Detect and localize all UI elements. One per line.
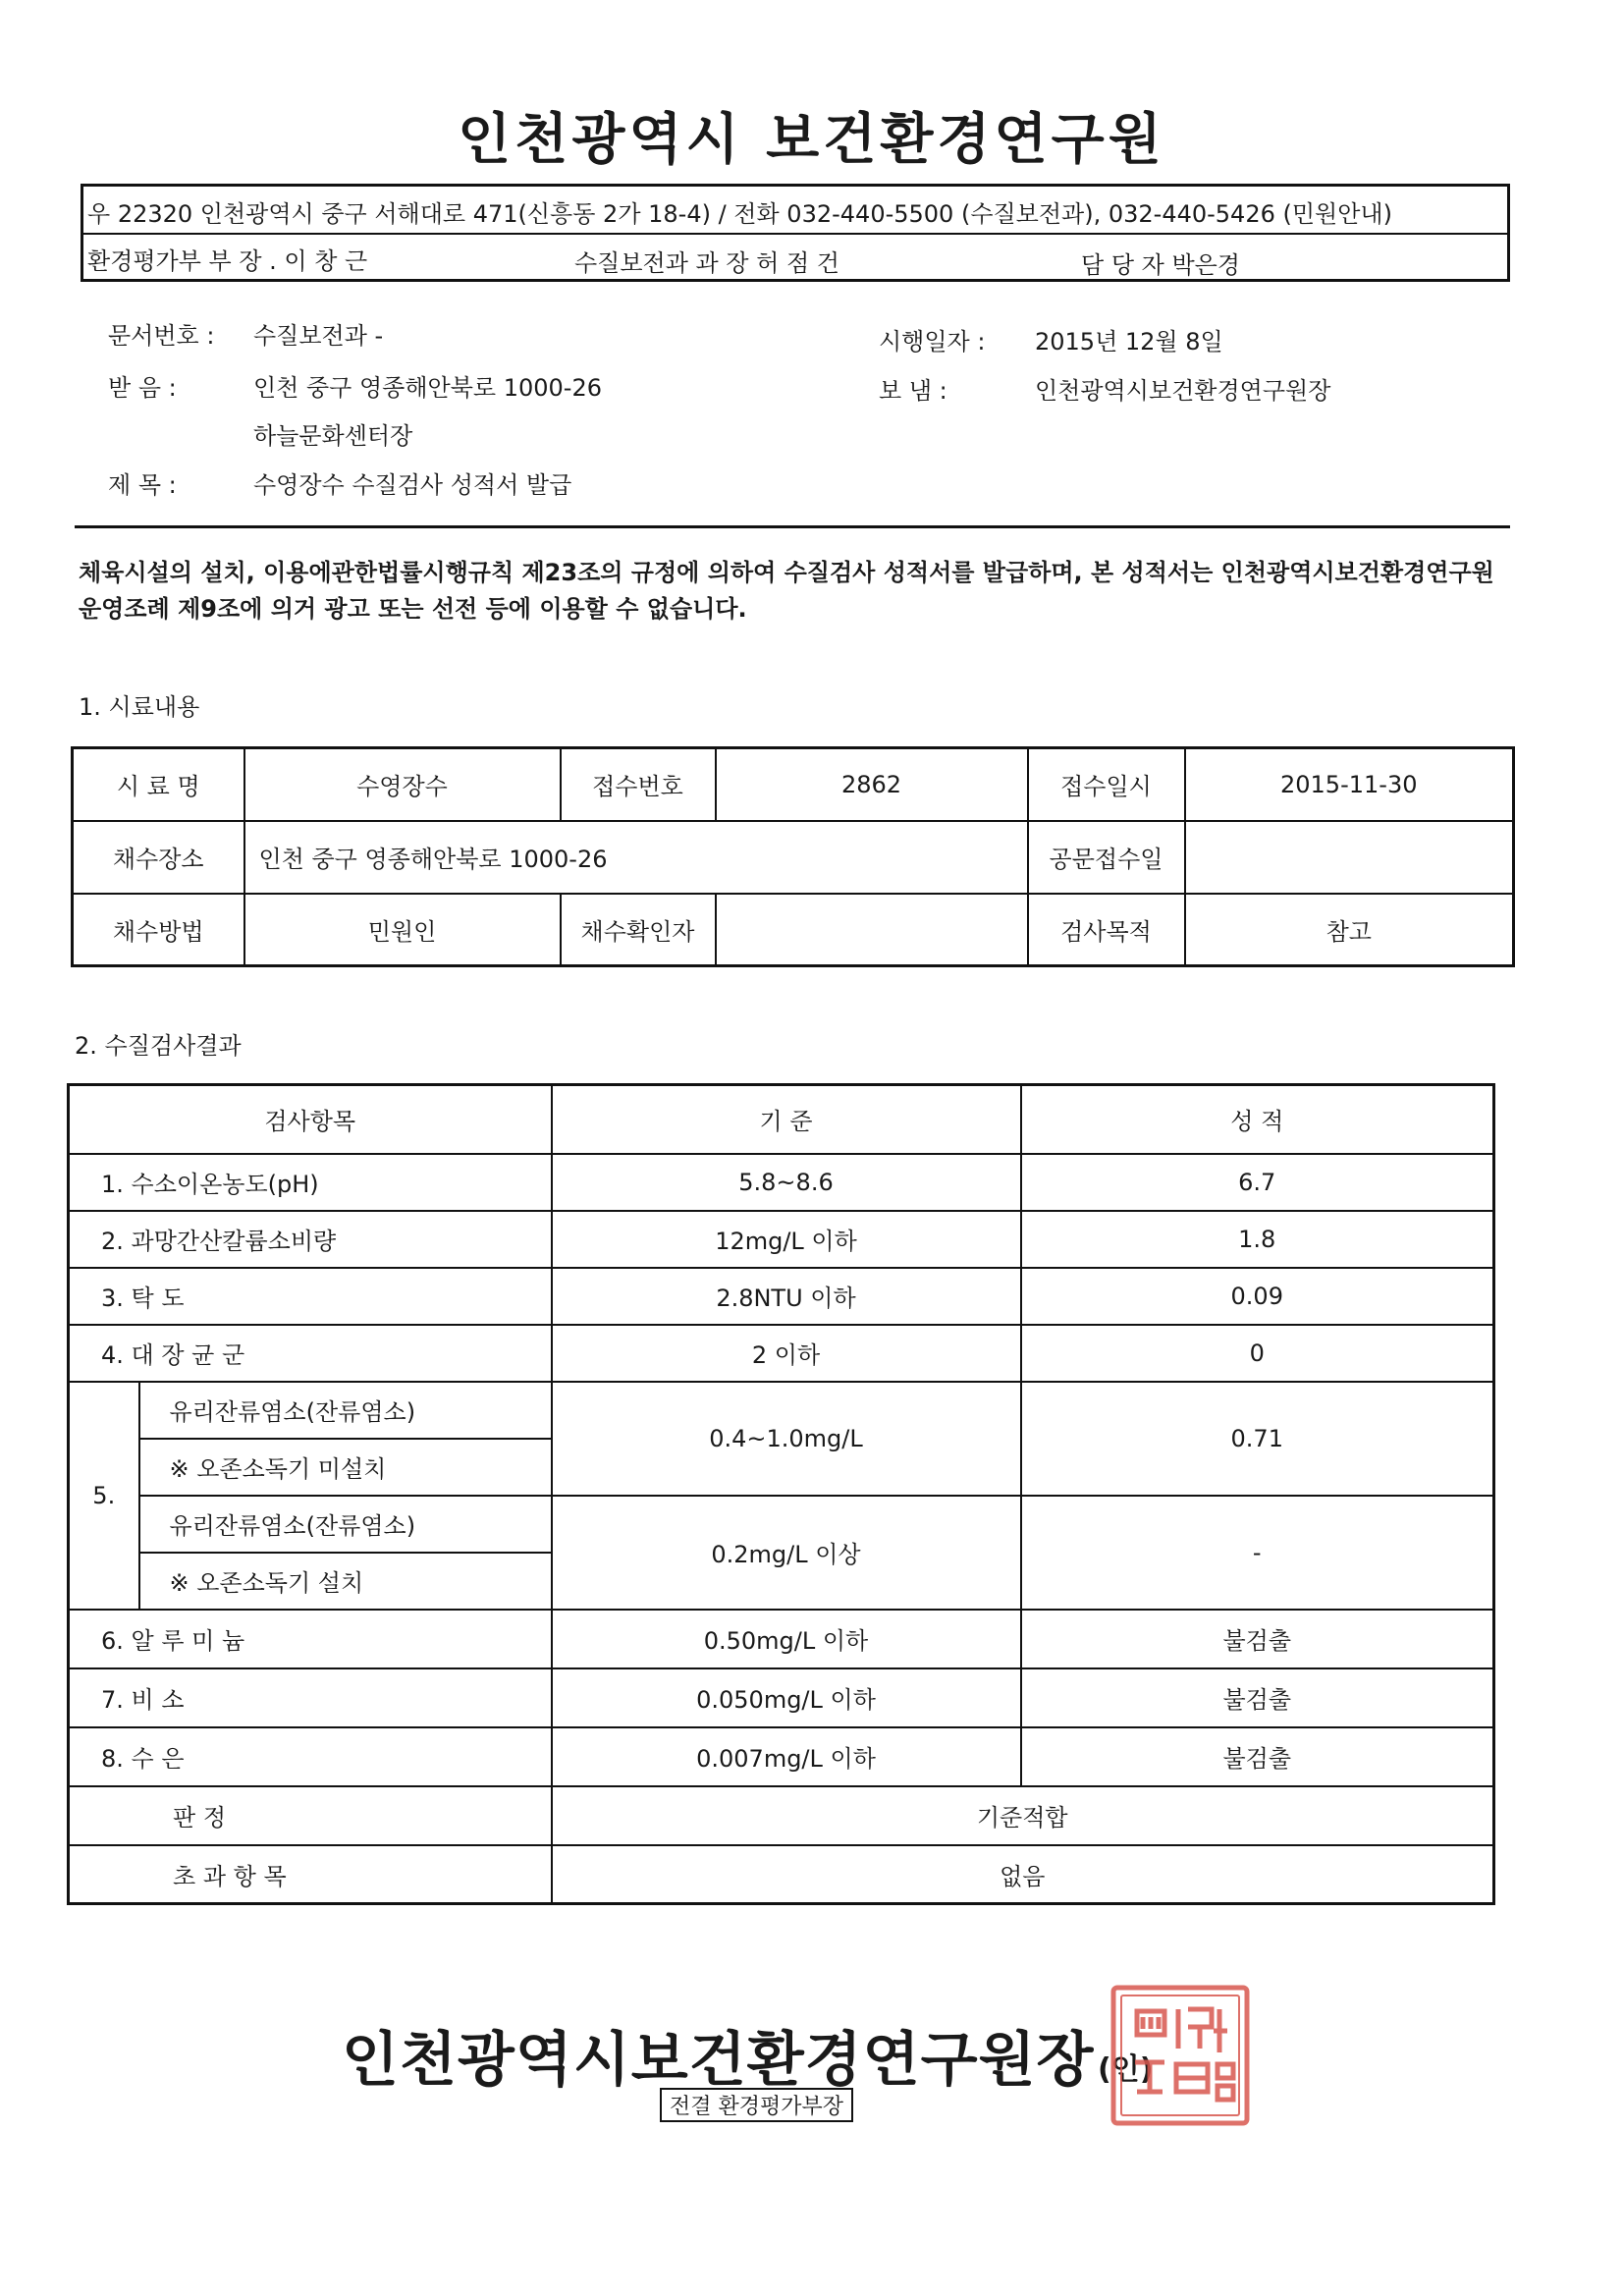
table-row (69, 1668, 1494, 1727)
item-cell: 3. 탁 도 (69, 1268, 552, 1325)
method-label: 채수방법 (73, 894, 244, 966)
result-cell: 불검출 (1021, 1668, 1494, 1727)
receipt-no-label: 접수번호 (561, 748, 716, 821)
site-value: 인천 중구 영종해안북로 1000-26 (244, 821, 1028, 894)
confirmer-label: 채수확인자 (561, 894, 716, 966)
standard-cell: 5.8~8.6 (552, 1154, 1021, 1211)
table-row (69, 1610, 1494, 1668)
result-cell: 1.8 (1021, 1211, 1494, 1268)
row5b-result: - (1021, 1496, 1494, 1610)
row5a-note: ※ 오존소독기 미설치 (139, 1439, 552, 1496)
sender-label: 보 냄 : (879, 377, 947, 405)
item-cell: 4. 대 장 균 군 (69, 1325, 552, 1382)
officer: 담 당 자 박은경 (1081, 251, 1240, 279)
row5a-item: 유리잔류염소(잔류염소) (139, 1382, 552, 1439)
table-row (69, 1268, 1494, 1325)
doc-no-label: 문서번호 : (108, 322, 215, 350)
site-label: 채수장소 (73, 821, 244, 894)
date-value: 2015년 12월 8일 (1035, 328, 1223, 355)
document-title: 인천광역시 보건환경연구원 (458, 108, 1165, 172)
sample-name: 수영장수 (244, 748, 561, 821)
result-cell: 불검출 (1021, 1727, 1494, 1786)
section2-heading: 2. 수질검사결과 (75, 1032, 242, 1060)
col-item-header: 검사항목 (69, 1085, 552, 1154)
table-row (69, 1845, 1494, 1904)
table-row (69, 1786, 1494, 1845)
row5a-standard: 0.4~1.0mg/L (552, 1382, 1021, 1496)
row5b-note: ※ 오존소독기 설치 (139, 1553, 552, 1610)
confirmer-value (716, 894, 1028, 966)
judgement-label: 판 정 (69, 1786, 552, 1845)
item-cell: 7. 비 소 (69, 1668, 552, 1727)
table-row (69, 1382, 1494, 1439)
official-date (1185, 821, 1514, 894)
date-label: 시행일자 : (879, 328, 986, 355)
table-row (69, 1154, 1494, 1211)
row5b-standard: 0.2mg/L 이상 (552, 1496, 1021, 1610)
subject-value: 수영장수 수질검사 성적서 발급 (253, 471, 572, 499)
section1-heading: 1. 시료내용 (79, 693, 200, 721)
table-row (69, 1496, 1494, 1553)
doc-no-value: 수질보전과 - (253, 322, 384, 350)
col-result-header: 성 적 (1021, 1085, 1494, 1154)
official-seal-icon (1108, 1982, 1253, 2129)
table-row (69, 1211, 1494, 1268)
purpose-label: 검사목적 (1028, 894, 1185, 966)
standard-cell: 2 이하 (552, 1325, 1021, 1382)
row5b-item: 유리잔류염소(잔류염소) (139, 1496, 552, 1553)
receipt-no: 2862 (716, 748, 1028, 821)
method-value: 민원인 (244, 894, 561, 966)
notice-text: 체육시설의 설치, 이용에관한법률시행규칙 제23조의 규정에 의하여 수질검사 성적서를 발급하며, 본 성적서는 인천광역시보건환경연구원운영조례 제9조에 의거 광고 또는 선전 등에 이용할 수 없습니다. (79, 559, 1494, 623)
purpose-value: 참고 (1185, 894, 1514, 966)
table-row (69, 1325, 1494, 1382)
standard-cell: 2.8NTU 이하 (552, 1268, 1021, 1325)
divider (75, 525, 1510, 528)
row5a-result: 0.71 (1021, 1382, 1494, 1496)
exceed-value: 없음 (552, 1845, 1494, 1904)
item-cell: 2. 과망간산칼륨소비량 (69, 1211, 552, 1268)
col-standard-header: 기 준 (552, 1085, 1021, 1154)
standard-cell: 0.050mg/L 이하 (552, 1668, 1021, 1727)
table-row (69, 1727, 1494, 1786)
sample-name-label: 시 료 명 (73, 748, 244, 821)
result-cell: 6.7 (1021, 1154, 1494, 1211)
header-box (81, 184, 1510, 282)
receipt-date: 2015-11-30 (1185, 748, 1514, 821)
standard-cell: 0.007mg/L 이하 (552, 1727, 1021, 1786)
item-cell: 6. 알 루 미 늄 (69, 1610, 552, 1668)
sample-info-table (71, 746, 1515, 967)
standard-cell: 0.50mg/L 이하 (552, 1610, 1021, 1668)
header-divider (83, 233, 1507, 235)
issuer-signature: 인천광역시보건환경연구원장 (342, 2026, 1095, 2095)
address-line: 우 22320 인천광역시 중구 서해대로 471(신흥동 2가 18-4) / 전화 032-440-5500 (수질보전과), 032-440-5426 (민원안내) (87, 200, 1392, 228)
result-cell: 불검출 (1021, 1610, 1494, 1668)
item-cell: 8. 수 은 (69, 1727, 552, 1786)
exceed-label: 초 과 항 목 (69, 1845, 552, 1904)
result-cell: 0.09 (1021, 1268, 1494, 1325)
delegation-box: 전결 환경평가부장 (660, 2088, 853, 2122)
results-table (67, 1083, 1495, 1905)
recipient-label: 받 음 : (108, 374, 177, 402)
recipient-line1: 인천 중구 영종해안북로 1000-26 (253, 374, 603, 402)
dept-head: 환경평가부 부 장 . 이 창 근 (87, 247, 368, 275)
section-chief: 수질보전과 과 장 허 점 건 (574, 249, 839, 277)
official-date-label: 공문접수일 (1028, 821, 1185, 894)
subject-label: 제 목 : (108, 471, 177, 499)
judgement-value: 기준적합 (552, 1786, 1494, 1845)
result-cell: 0 (1021, 1325, 1494, 1382)
item-cell: 1. 수소이온농도(pH) (69, 1154, 552, 1211)
seal-mark-text: (인) (1098, 2052, 1154, 2087)
receipt-date-label: 접수일시 (1028, 748, 1185, 821)
recipient-line2: 하늘문화센터장 (253, 422, 413, 450)
standard-cell: 12mg/L 이하 (552, 1211, 1021, 1268)
sender-value: 인천광역시보건환경연구원장 (1035, 377, 1331, 405)
row5-number: 5. (69, 1382, 139, 1610)
